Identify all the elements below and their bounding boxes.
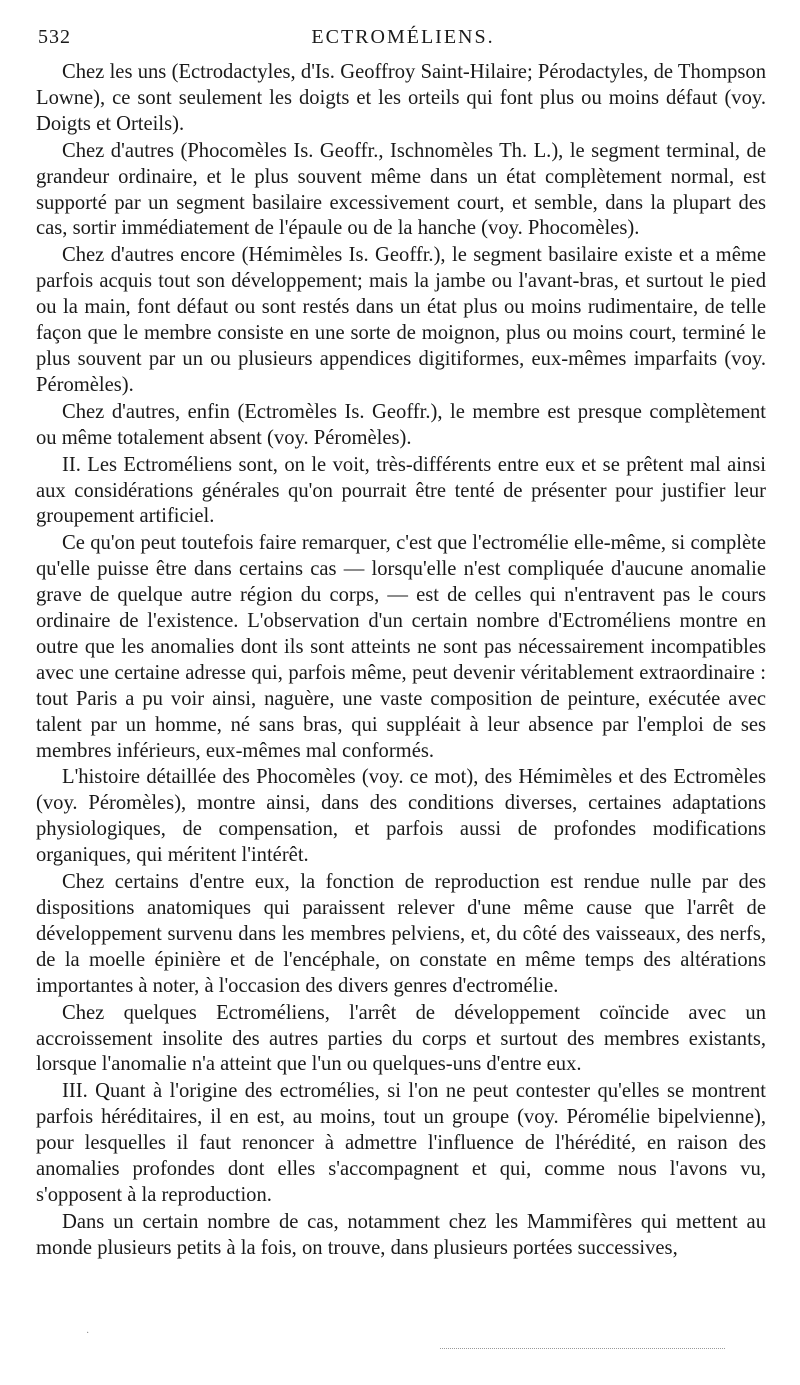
paragraph: Ce qu'on peut toutefois faire remarquer, c'est que l'ectromélie elle-même, si complète qu'elle puisse être dans certains cas — lorsqu'elle n'est compliquée d'aucune anomalie grave de quelque autre région du corps, — est de celles qui n'entravent pas le cours ordinaire de l'existence. L'observation d'un certain nombre d'Ectroméliens montre en outre que les anomalies dont ils sont atteints ne sont pas nécessairement incompatibles avec une certaine adresse qui, parfois même, peut devenir véritablement extraordinaire : tout Paris a pu voir ainsi, naguère, une vaste composition de peinture, exécutée avec talent par un homme, né sans bras, qui suppléait à leur absence par l'emploi de ses membres inférieurs, eux-mêmes mal conformés. xyxy=(36,532,766,762)
paragraph: L'histoire détaillée des Phocomèles (voy. ce mot), des Hémimèles et des Ectromèles (voy. Péromèles), montre ainsi, dans des conditions diverses, certaines adaptations physiologiques, de compensation, et parfois aussi de profondes modifications organiques, qui méritent l'intérêt. xyxy=(36,766,766,867)
paragraph: Dans un certain nombre de cas, notamment chez les Mammifères qui mettent au monde plusieurs petits à la fois, on trouve, dans plusieurs portées successives, xyxy=(36,1210,766,1259)
paragraph: Chez d'autres (Phocomèles Is. Geoffr., Ischnomèles Th. L.), le segment terminal, de grandeur ordinaire, et le plus souvent même dans un état complètement normal, est supporté par un segment basilaire excessivement court, et semble, dans la plupart des cas, sortir immédiatement de l'épaule ou de la hanche (voy. Phocomèles). xyxy=(36,139,766,240)
margin-speck: · xyxy=(86,1328,90,1339)
paragraph: III. Quant à l'origine des ectromélies, si l'on ne peut contester qu'elles se montrent parfois héréditaires, il en est, au moins, tout un groupe (voy. Péromélie bipelvienne), pour lesquelles il faut renoncer à admettre l'influence de l'hérédité, en raison des anomalies profondes dont elles s'accompagnent et qui, comme nous l'avons vu, s'opposent à la reproduction. xyxy=(36,1080,766,1206)
running-title: ECTROMÉLIENS. xyxy=(311,26,495,48)
paragraph: Chez d'autres, enfin (Ectromèles Is. Geoffr.), le membre est presque complètement ou même totalement absent (voy. Péromèles). xyxy=(36,400,766,449)
body-text xyxy=(36,60,766,1263)
paragraph: Chez les uns (Ectrodactyles, d'Is. Geoffroy Saint-Hilaire; Pérodactyles, de Thompson Lowne), ce sont seulement les doigts et les orteils qui font plus ou moins défaut (voy. Doigts et Orteils). xyxy=(36,61,766,135)
paragraph: Chez certains d'entre eux, la fonction de reproduction est rendue nulle par des dispositions anatomiques qui paraissent relever d'une même cause que l'arrêt de développement survenu dans les membres pelviens, et, du côté des vaisseaux, des nerfs, de la moelle épinière et de l'encéphale, on constate en même temps des altérations importantes à noter, à l'occasion des divers genres d'ectromélie. xyxy=(36,871,766,997)
paragraph: Chez quelques Ectroméliens, l'arrêt de développement coïncide avec un accroissement insolite des autres parties du corps et surtout des membres existants, lorsque l'anomalie n'a atteint que l'un ou quelques-uns d'entre eux. xyxy=(36,1001,766,1076)
paragraph: II. Les Ectroméliens sont, on le voit, très-différents entre eux et se prêtent mal ainsi aux considérations générales qu'on pourrait être tenté de présenter pour justifier leur groupement artificiel. xyxy=(36,453,766,528)
page-number: 532 xyxy=(38,26,71,48)
page-header xyxy=(38,26,768,50)
paragraph: Chez d'autres encore (Hémimèles Is. Geoffr.), le segment basilaire existe et a même parfois acquis tout son développement; mais la jambe ou l'avant-bras, et surtout le pied ou la main, font défaut ou sont restés dans un état plus ou moins rudimentaire, de telle façon que le membre consiste en une sorte de moignon, plus ou moins court, terminé le plus souvent par un ou plusieurs appendices digitiformes, eux-mêmes imparfaits (voy. Péromèles). xyxy=(36,244,766,396)
footer-rule xyxy=(440,1348,725,1349)
